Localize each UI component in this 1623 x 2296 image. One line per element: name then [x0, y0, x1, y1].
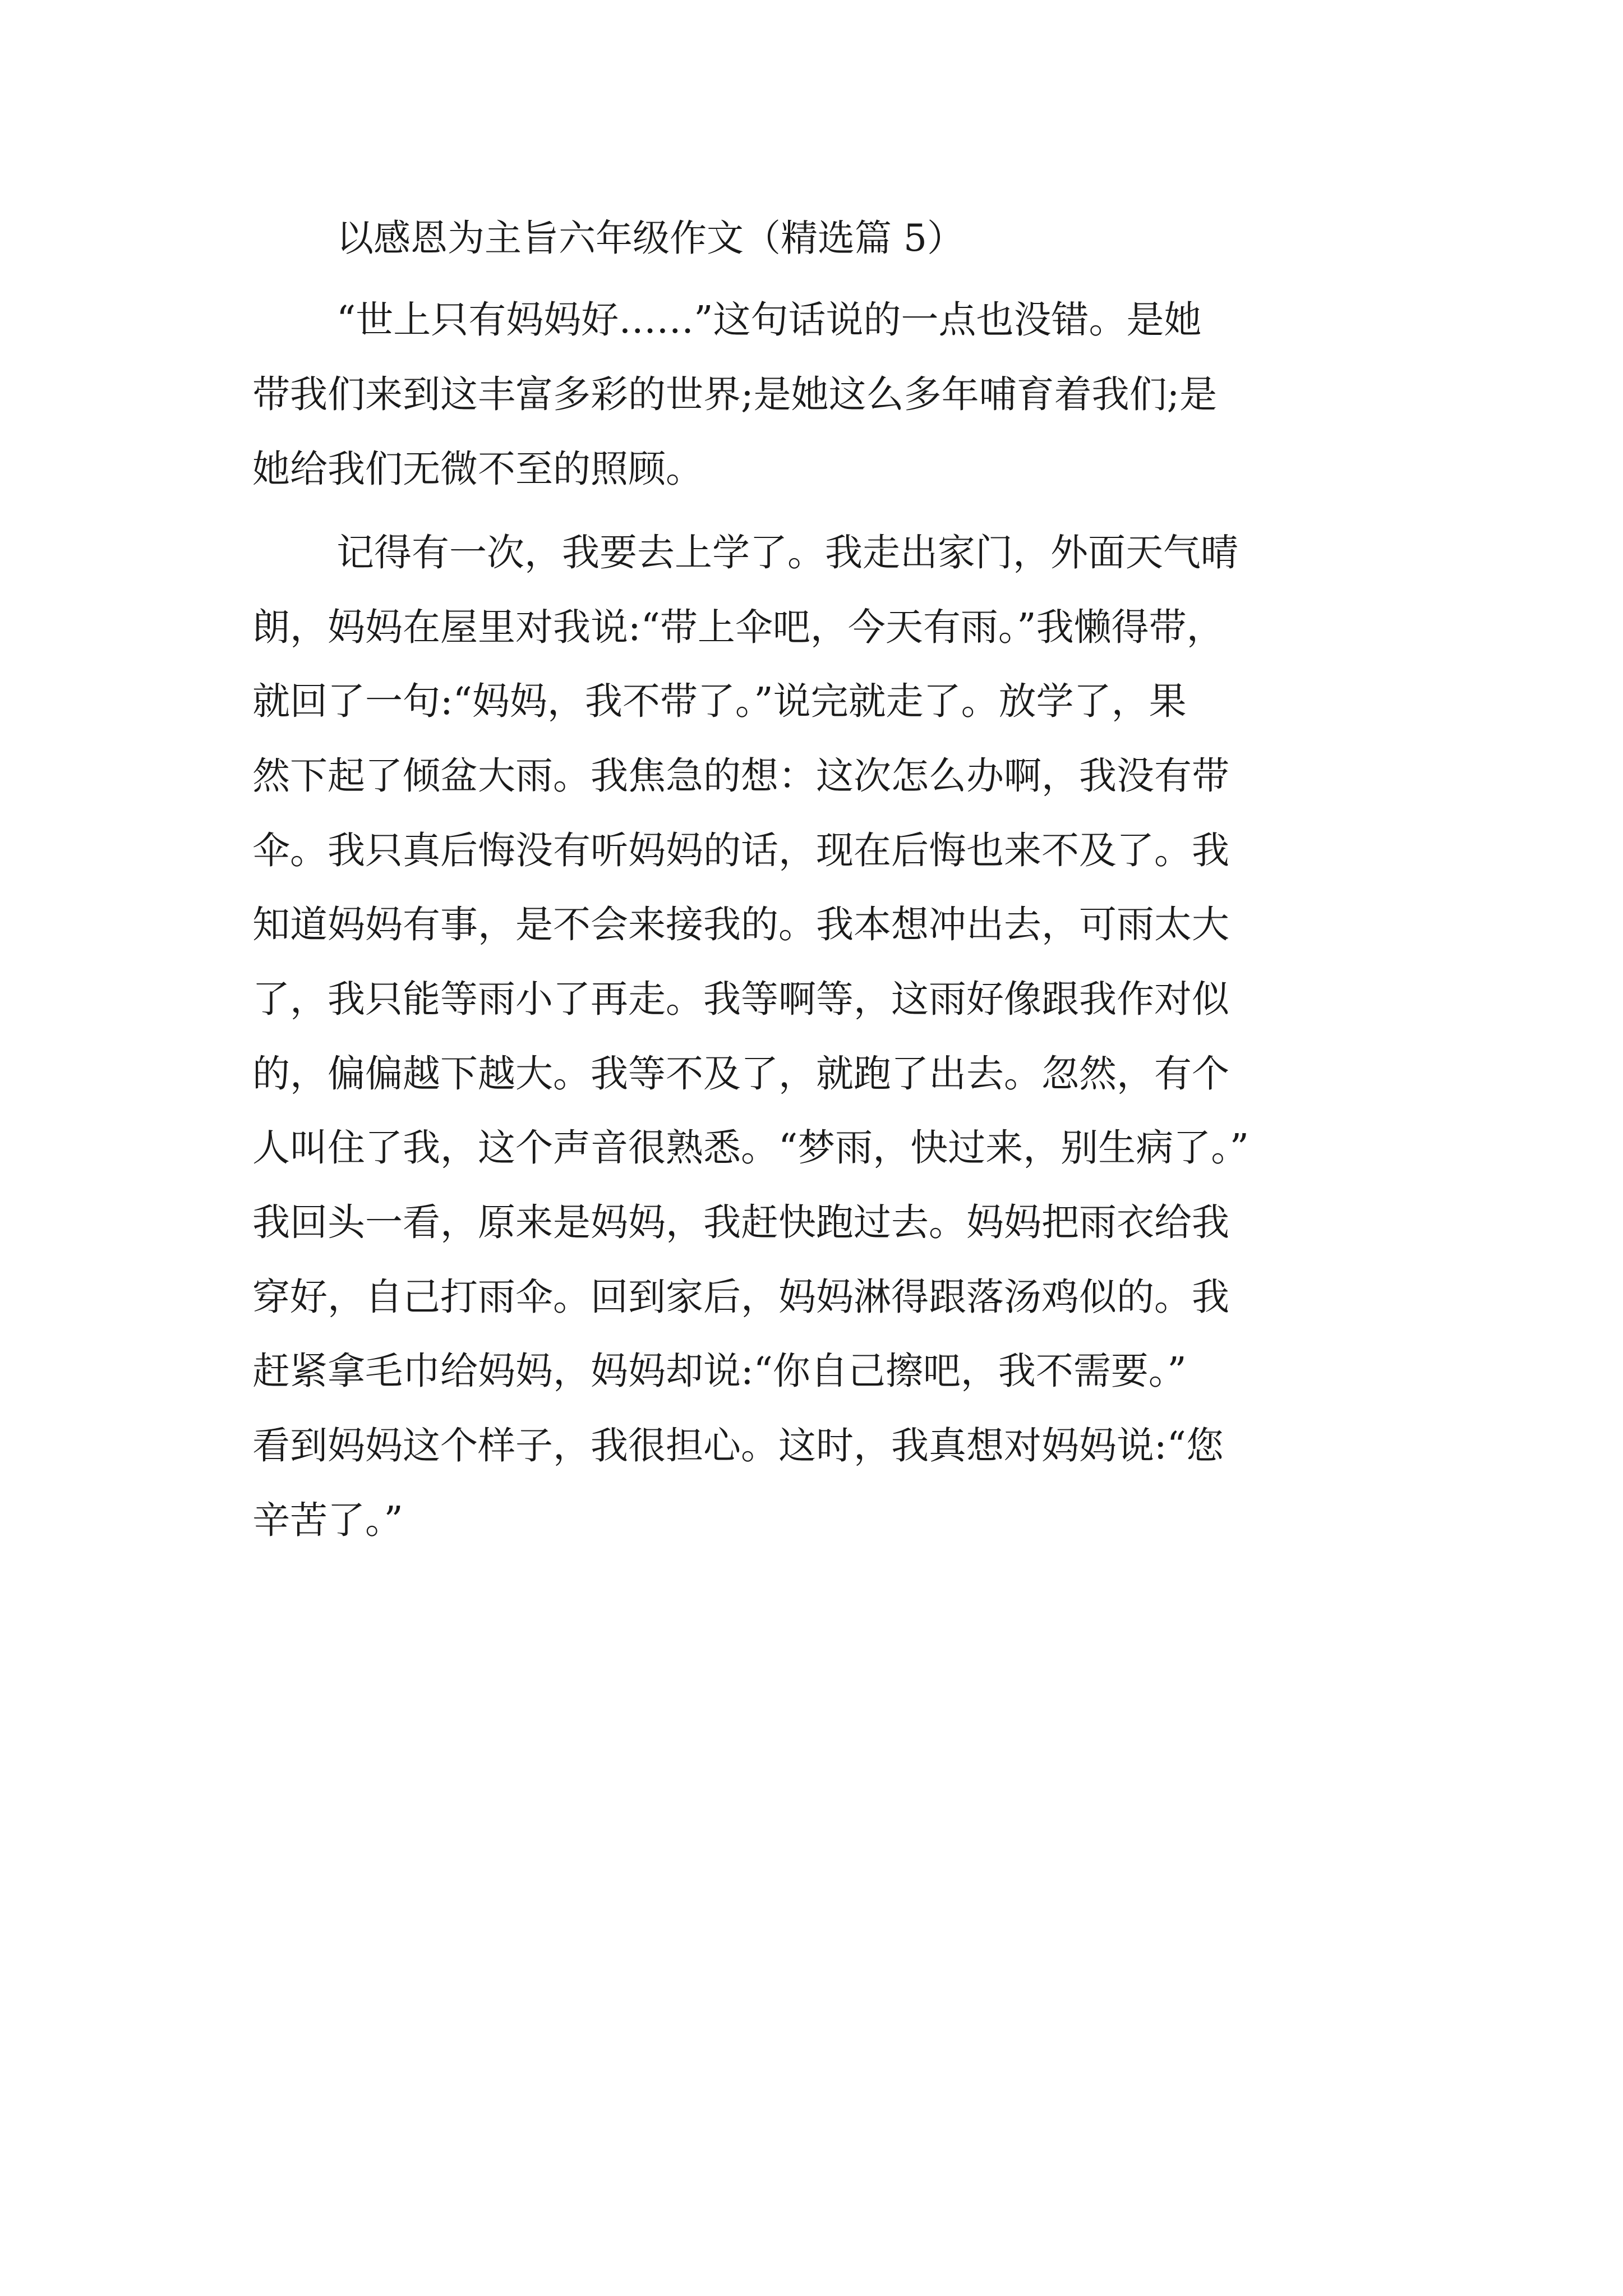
- paragraph-2-line-11: 穿好，自己打雨伞。回到家后，妈妈淋得跟落汤鸡似的。我: [252, 1275, 1229, 1319]
- paragraph-1-line-2: 带我们来到这丰富多彩的世界;是她这么多年哺育着我们;是: [252, 372, 1218, 416]
- paragraph-2-line-14: 辛苦了。”: [252, 1498, 403, 1542]
- paragraph-2-line-7: 了，我只能等雨小了再走。我等啊等，这雨好像跟我作对似: [252, 977, 1229, 1021]
- paragraph-2-line-9: 人叫住了我，这个声音很熟悉。“梦雨，快过来，别生病了。”: [252, 1126, 1249, 1170]
- paragraph-2-line-12: 赶紧拿毛巾给妈妈，妈妈却说:“你自己擦吧，我不需要。”: [252, 1349, 1187, 1393]
- paragraph-2-line-2: 朗，妈妈在屋里对我说:“带上伞吧，今天有雨。”我懒得带，: [252, 605, 1224, 649]
- paragraph-1-line-1: “世上只有妈妈好……”这句话说的一点也没错。是她: [336, 298, 1202, 342]
- paragraph-2-line-10: 我回头一看，原来是妈妈，我赶快跑过去。妈妈把雨衣给我: [252, 1200, 1229, 1244]
- paragraph-2-line-1: 记得有一次，我要去上学了。我走出家门，外面天气晴: [336, 531, 1238, 574]
- paragraph-2-line-5: 伞。我只真后悔没有听妈妈的话，现在后悔也来不及了。我: [252, 829, 1229, 872]
- paragraph-2-line-8: 的，偏偏越下越大。我等不及了，就跑了出去。忽然，有个: [252, 1052, 1229, 1096]
- paragraph-1-line-3: 她给我们无微不至的照顾。: [252, 447, 703, 491]
- paragraph-2-line-3: 就回了一句:“妈妈，我不带了。”说完就走了。放学了，果: [252, 679, 1187, 723]
- paragraph-2-line-6: 知道妈妈有事，是不会来接我的。我本想冲出去，可雨太大: [252, 903, 1229, 946]
- document-title: 以感恩为主旨六年级作文（精选篇 5）: [336, 217, 964, 260]
- paragraph-2-line-13: 看到妈妈这个样子，我很担心。这时，我真想对妈妈说:“您: [252, 1424, 1224, 1467]
- paragraph-2-line-4: 然下起了倾盆大雨。我焦急的想：这次怎么办啊，我没有带: [252, 754, 1229, 798]
